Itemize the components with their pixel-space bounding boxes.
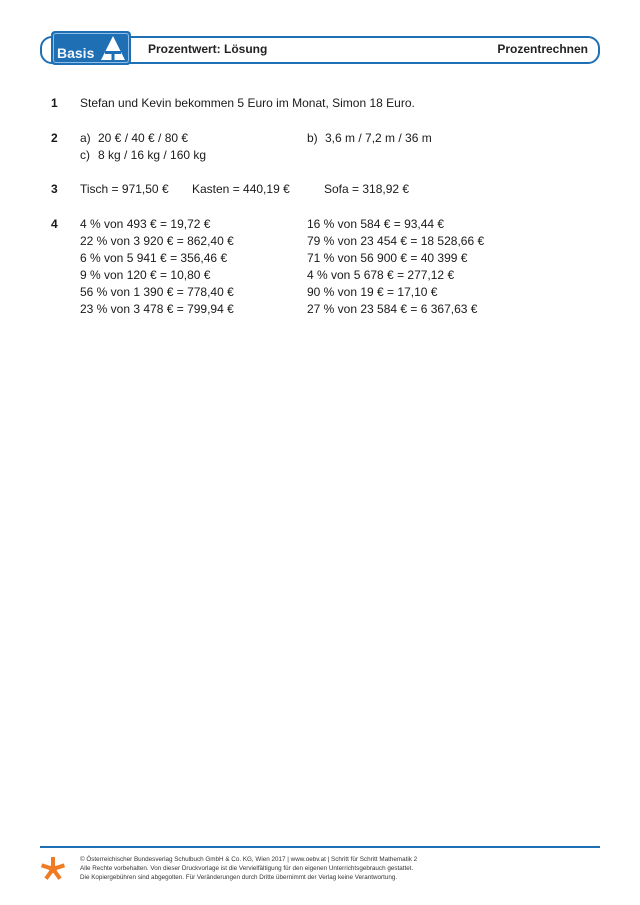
task-number-2: 2 xyxy=(51,131,58,145)
publisher-logo-icon xyxy=(40,856,66,882)
task-2c-text: 8 kg / 16 kg / 160 kg xyxy=(98,148,207,162)
task-4-left-row: 6 % von 5 941 € = 356,46 € xyxy=(80,251,228,265)
task-4-left-row: 4 % von 493 € = 19,72 € xyxy=(80,217,211,231)
task-1-text: Stefan und Kevin bekommen 5 Euro im Monat, Simon 18 Euro. xyxy=(80,96,415,110)
footer-divider xyxy=(40,846,600,848)
footer-copyright xyxy=(80,855,417,882)
task-3-kasten: Kasten = 440,19 € xyxy=(192,182,290,196)
task-2c xyxy=(80,148,206,162)
task-4-right-row: 27 % von 23 584 € = 6 367,63 € xyxy=(307,302,478,316)
footer-line-3: Die Kopiergebühren sind abgegolten. Für Veränderungen durch Dritte übernimmt der Verlag keine Verantwortung. xyxy=(80,874,398,881)
task-4-right-row: 4 % von 5 678 € = 277,12 € xyxy=(307,268,455,282)
task-4-left-row: 9 % von 120 € = 10,80 € xyxy=(80,268,211,282)
task-4-left-row: 23 % von 3 478 € = 799,94 € xyxy=(80,302,234,316)
task-2a xyxy=(80,131,188,145)
task-3-tisch: Tisch = 971,50 € xyxy=(80,182,169,196)
task-2a-text: 20 € / 40 € / 80 € xyxy=(98,131,189,145)
task-number-4: 4 xyxy=(51,217,58,231)
task-2b-letter: b) xyxy=(307,131,318,145)
task-2b xyxy=(307,131,432,145)
task-4-left-row: 56 % von 1 390 € = 778,40 € xyxy=(80,285,234,299)
task-4-right-row: 79 % von 23 454 € = 18 528,66 € xyxy=(307,234,485,248)
task-number-1: 1 xyxy=(51,96,58,110)
task-4-right-row: 90 % von 19 € = 17,10 € xyxy=(307,285,438,299)
task-2c-letter: c) xyxy=(80,148,90,162)
task-2a-letter: a) xyxy=(80,131,91,145)
level-triangle-icon xyxy=(99,34,127,62)
basis-badge xyxy=(51,31,131,65)
task-number-3: 3 xyxy=(51,182,58,196)
footer-line-2: Alle Rechte vorbehalten. Von dieser Druckvorlage ist die Vervielfältigung für den eigenen Unterrichtsgebrauch gestattet. xyxy=(80,865,414,872)
task-4-left-row: 22 % von 3 920 € = 862,40 € xyxy=(80,234,234,248)
basis-label: Basis xyxy=(57,45,95,61)
task-3-sofa: Sofa = 318,92 € xyxy=(324,182,410,196)
task-2b-text: 3,6 m / 7,2 m / 36 m xyxy=(325,131,432,145)
subject-title: Prozentrechnen xyxy=(497,42,588,56)
task-4-right-row: 16 % von 584 € = 93,44 € xyxy=(307,217,445,231)
page-title: Prozentwert: Lösung xyxy=(148,42,268,56)
footer-line-1: © Österreichischer Bundesverlag Schulbuch GmbH & Co. KG, Wien 2017 | www.oebv.at | Schritt für Schritt Mathematik 2 xyxy=(80,856,418,863)
task-4-right-row: 71 % von 56 900 € = 40 399 € xyxy=(307,251,468,265)
